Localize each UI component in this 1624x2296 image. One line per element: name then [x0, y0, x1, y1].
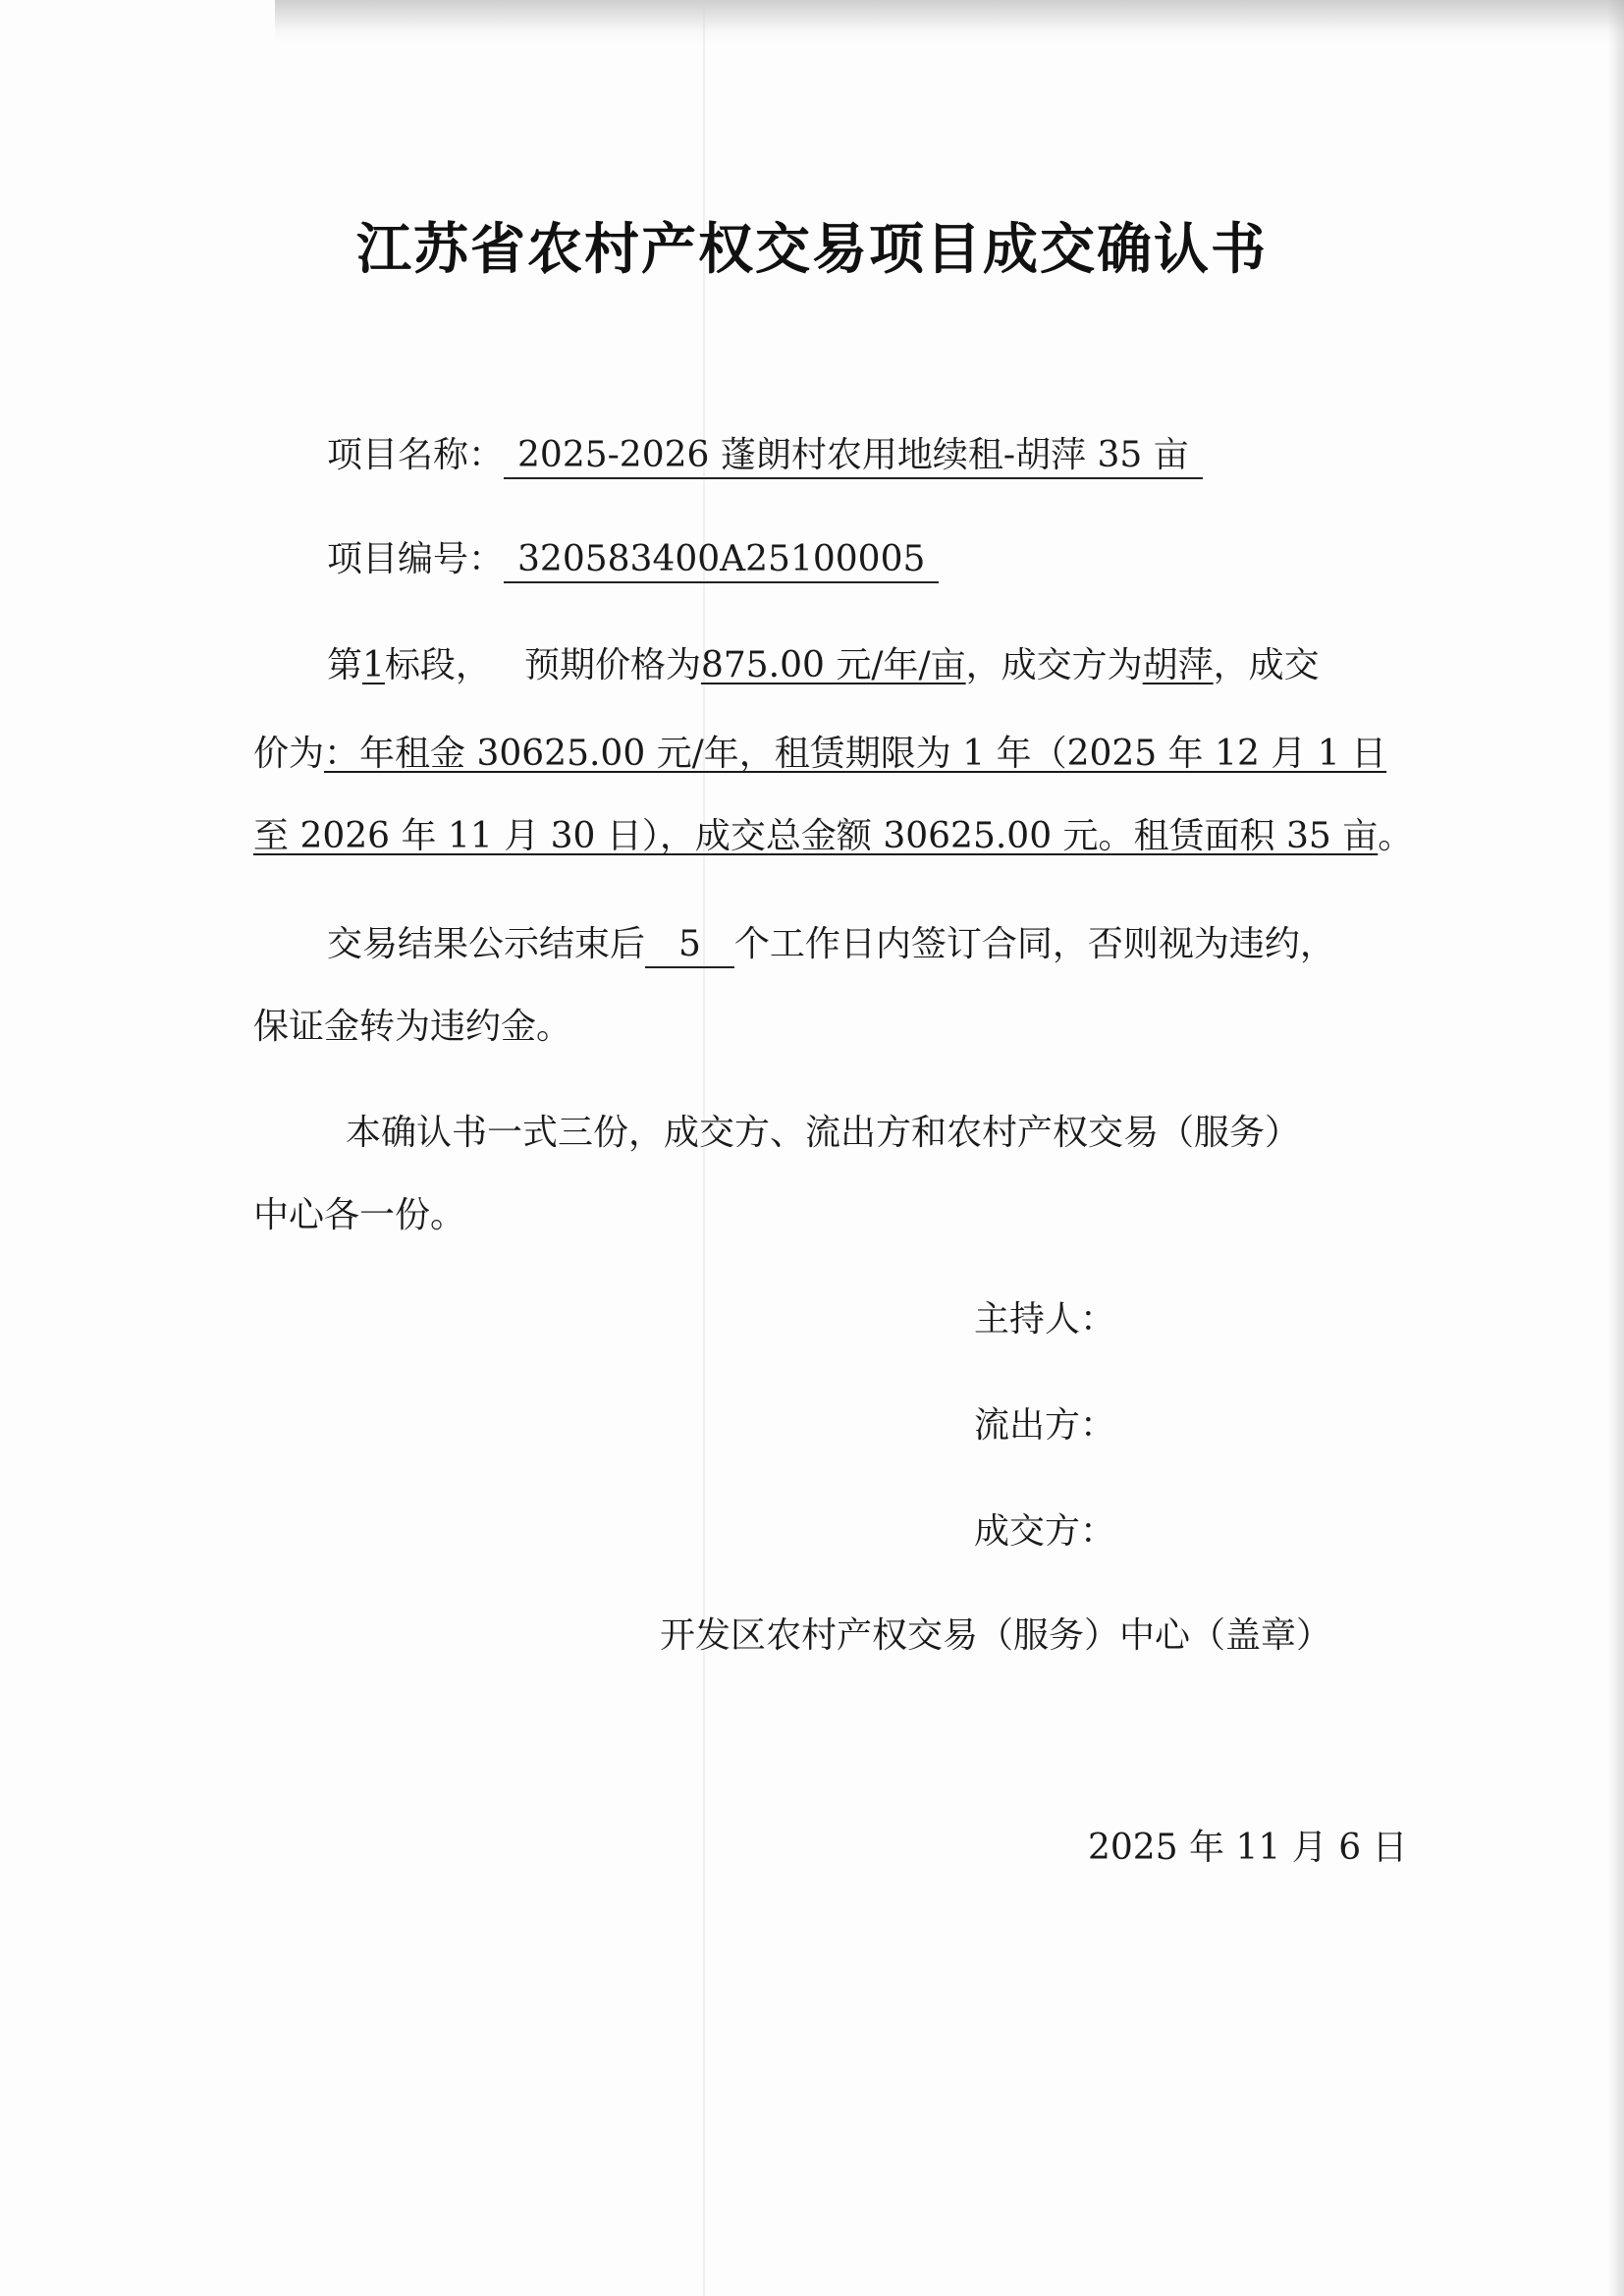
copies-line-1: 本确认书一式三份，成交方、流出方和农村产权交易（服务） [346, 1113, 1301, 1153]
copies-row-1 [346, 1110, 1300, 1157]
buyer-value: 胡萍 [1142, 645, 1214, 685]
deal-label: ，成交 [1213, 645, 1320, 685]
lot-number: 1 [362, 645, 385, 685]
sign-deadline-row-2 [253, 1004, 571, 1051]
price-line-2-end: 。 [1378, 816, 1414, 856]
sign-days: 5 [645, 924, 734, 968]
issue-date: 2025 年 11 月 6 日 [1088, 1828, 1408, 1868]
price-label: 价为 [253, 734, 325, 774]
sign-rest: 个工作日内签订合同，否则视为违约， [733, 924, 1335, 964]
scan-artifact-top [275, 0, 1624, 43]
project-name-row [327, 432, 1203, 479]
sign-deadline-row [327, 921, 1335, 968]
lot-row [327, 642, 1320, 689]
host-signature-label: 主持人： [974, 1299, 1116, 1339]
copies-row-2 [253, 1192, 465, 1239]
deal-price-row-1 [253, 731, 1386, 778]
buyer-label: ，成交方为 [965, 645, 1143, 685]
price-line-1: ：年租金 30625.00 元/年，租赁期限为 1 年（2025 年 12 月 1 日 [324, 734, 1387, 774]
issuer-name: 开发区农村产权交易（服务）中心（盖章） [660, 1615, 1332, 1656]
transferor-signature-label: 流出方： [974, 1405, 1116, 1446]
project-name-value: 2025-2026 蓬朗村农用地续租-胡萍 35 亩 [504, 435, 1203, 479]
copies-line-2: 中心各一份。 [253, 1195, 466, 1235]
lot-suffix: 标段， [384, 645, 491, 685]
lot-prefix: 第 [327, 645, 363, 685]
project-number-row [327, 536, 939, 583]
document-title: 江苏省农村产权交易项目成交确认书 [356, 218, 1268, 282]
project-number-label: 项目编号： [327, 539, 505, 579]
expected-price-value: 875.00 元/年/亩 [700, 645, 966, 685]
expected-price-label: 预期价格为 [523, 645, 701, 685]
deal-price-row-2 [253, 813, 1413, 860]
sign-line-2: 保证金转为违约金。 [253, 1007, 572, 1047]
buyer-signature-label: 成交方： [974, 1511, 1116, 1552]
sign-intro: 交易结果公示结束后 [327, 924, 646, 964]
project-name-label: 项目名称： [327, 435, 505, 475]
scan-artifact-right [1608, 0, 1624, 2296]
price-line-2: 至 2026 年 11 月 30 日），成交总金额 30625.00 元。租赁面积 35 亩 [253, 816, 1379, 856]
project-number-value: 320583400A25100005 [504, 539, 939, 583]
